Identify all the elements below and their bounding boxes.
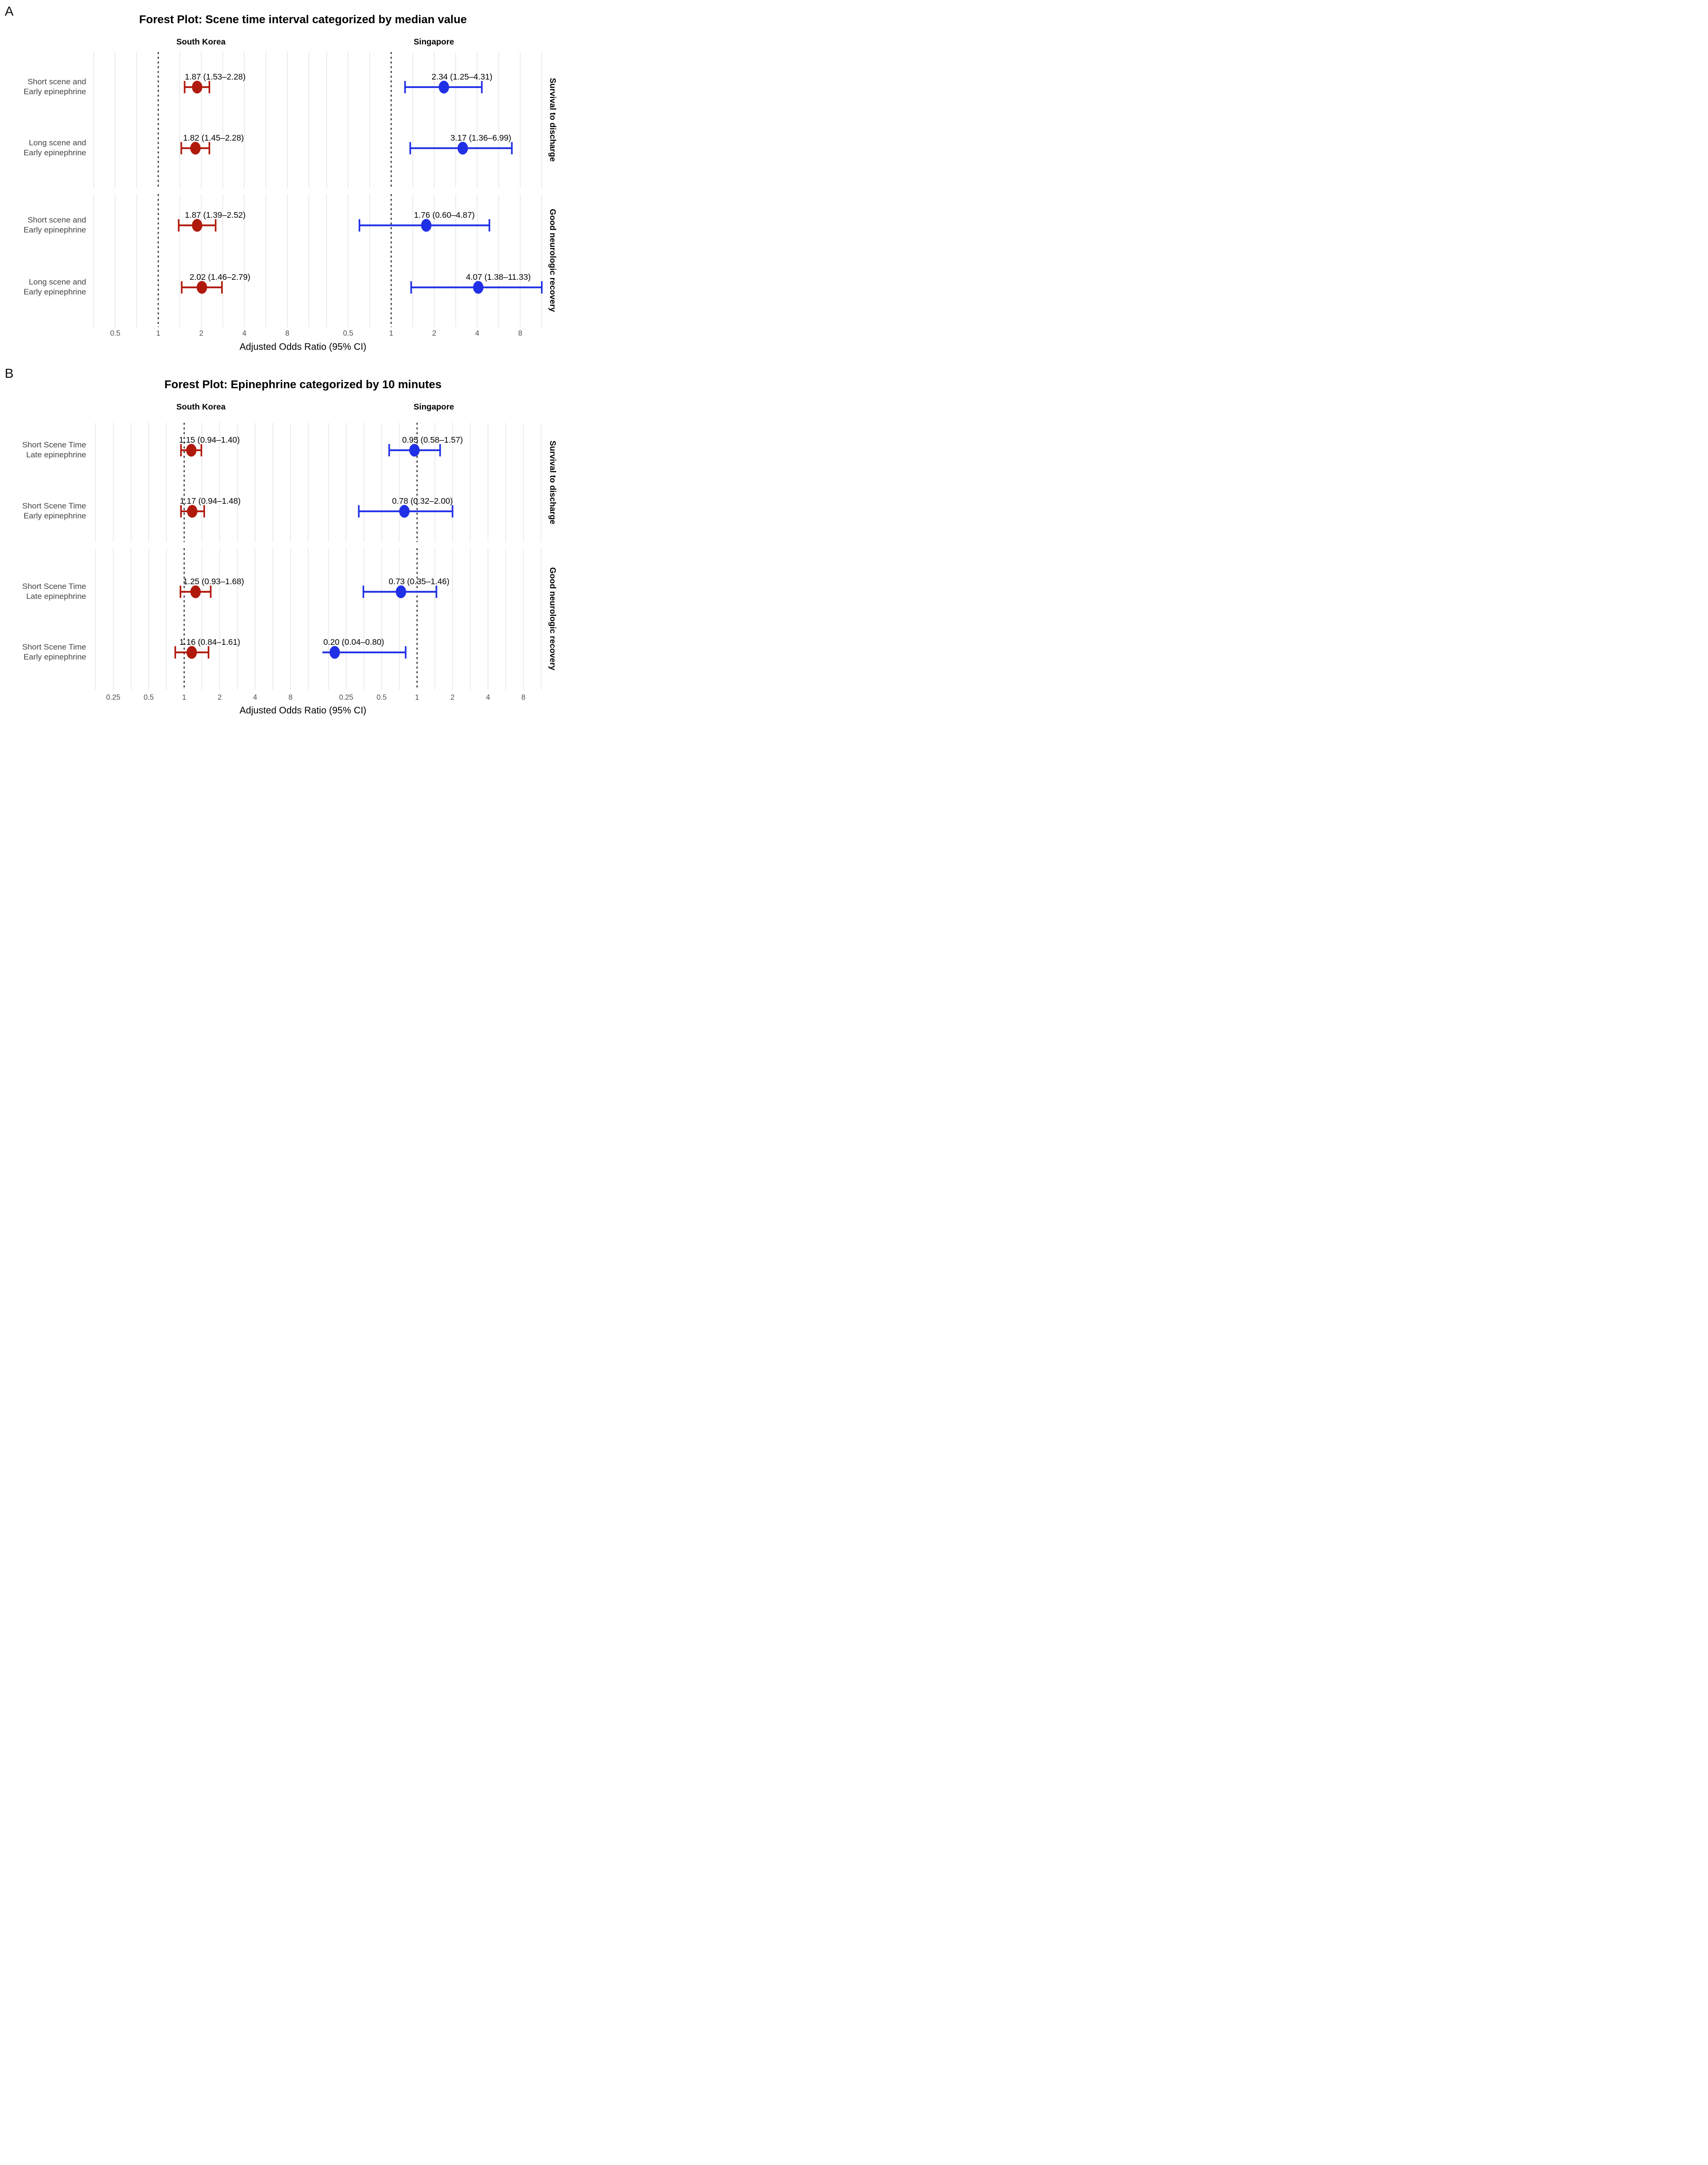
x-tick-label: 8 xyxy=(288,694,293,702)
row-label-line: Long scene and xyxy=(29,277,86,286)
x-tick-label: 2 xyxy=(217,694,222,702)
row-label-line: Long scene and xyxy=(29,138,86,147)
row-label-line: Early epinephrine xyxy=(23,652,86,661)
x-tick-label: 0.25 xyxy=(106,694,121,702)
odds-ratio-point xyxy=(458,142,468,155)
estimate-label: 0.78 (0.32–2.00) xyxy=(392,496,453,506)
x-tick-label: 8 xyxy=(521,694,525,702)
x-tick-label: 4 xyxy=(475,330,480,338)
x-tick-label: 1 xyxy=(156,330,160,338)
x-tick-label: 1 xyxy=(389,330,393,338)
x-tick-label: 0.5 xyxy=(376,694,387,702)
row-label-line: Short Scene Time xyxy=(22,642,86,651)
x-tick-label: 1 xyxy=(415,694,419,702)
row-label xyxy=(0,277,86,297)
row-label xyxy=(0,138,86,158)
estimate-label: 1.82 (1.45–2.28) xyxy=(183,133,244,143)
x-tick-label: 8 xyxy=(518,330,523,338)
panel-b-facet-header-south-korea: South Korea xyxy=(176,402,226,411)
forest-plot-figure xyxy=(0,0,569,722)
estimate-label: 0.95 (0.58–1.57) xyxy=(402,435,463,445)
odds-ratio-point xyxy=(197,281,207,294)
x-tick-label: 2 xyxy=(432,330,436,338)
row-label xyxy=(0,440,86,460)
odds-ratio-point xyxy=(399,505,409,518)
row-label-line: Short scene and xyxy=(27,77,86,86)
panel-b-strip-survival-to-discharge: Survival to discharge xyxy=(548,440,558,525)
row-label xyxy=(0,581,86,601)
x-tick-label: 4 xyxy=(242,330,247,338)
odds-ratio-point xyxy=(190,586,201,598)
estimate-label: 3.17 (1.36–6.99) xyxy=(450,133,511,143)
odds-ratio-point xyxy=(329,646,340,659)
x-tick-label: 4 xyxy=(486,694,490,702)
x-tick-label: 2 xyxy=(199,330,204,338)
row-label-line: Short scene and xyxy=(27,215,86,224)
row-label-line: Early epinephrine xyxy=(23,511,86,520)
odds-ratio-point xyxy=(409,444,420,457)
row-label-line: Early epinephrine xyxy=(23,148,86,157)
x-tick-label: 0.5 xyxy=(143,694,154,702)
x-tick-label: 4 xyxy=(253,694,258,702)
odds-ratio-point xyxy=(396,586,406,598)
odds-ratio-point xyxy=(473,281,483,294)
odds-ratio-point xyxy=(192,81,202,94)
estimate-label: 1.87 (1.53–2.28) xyxy=(185,72,246,81)
odds-ratio-point xyxy=(187,505,197,518)
estimate-label: 1.16 (0.84–1.61) xyxy=(179,637,240,647)
estimate-label: 1.76 (0.60–4.87) xyxy=(414,210,475,220)
panel-b-title: Forest Plot: Epinephrine categorized by 10 minutes xyxy=(164,378,442,391)
row-label xyxy=(0,501,86,521)
estimate-label: 1.17 (0.94–1.48) xyxy=(179,496,241,506)
panel-b-xaxis-title: Adjusted Odds Ratio (95% CI) xyxy=(240,705,366,716)
x-tick-label: 8 xyxy=(285,330,290,338)
odds-ratio-point xyxy=(190,142,201,155)
panel-a-facet-header-singapore: Singapore xyxy=(413,37,454,46)
row-label-line: Short Scene Time xyxy=(22,501,86,510)
x-tick-label: 0.25 xyxy=(339,694,354,702)
plot-canvas xyxy=(0,0,569,722)
x-tick-label: 1 xyxy=(182,694,187,702)
panel-b-facet-header-singapore: Singapore xyxy=(413,402,454,411)
x-tick-label: 2 xyxy=(450,694,455,702)
panel-b-letter: B xyxy=(5,366,14,381)
row-label-line: Late epinephrine xyxy=(26,450,86,459)
row-label-line: Late epinephrine xyxy=(26,592,86,601)
x-tick-label: 0.5 xyxy=(343,330,354,338)
row-label xyxy=(0,77,86,97)
odds-ratio-point xyxy=(186,444,196,457)
estimate-label: 0.20 (0.04–0.80) xyxy=(323,637,384,647)
row-label xyxy=(0,642,86,662)
odds-ratio-point xyxy=(421,219,431,232)
odds-ratio-point xyxy=(187,646,197,659)
estimate-label: 2.34 (1.25–4.31) xyxy=(431,72,493,81)
panel-a-xaxis-title: Adjusted Odds Ratio (95% CI) xyxy=(240,342,366,352)
estimate-label: 0.73 (0.35–1.46) xyxy=(388,577,450,586)
panel-a-title: Forest Plot: Scene time interval categorized by median value xyxy=(139,13,467,26)
row-label-line: Early epinephrine xyxy=(23,287,86,296)
panel-a-strip-survival-to-discharge: Survival to discharge xyxy=(548,78,558,162)
row-label-line: Short Scene Time xyxy=(22,440,86,449)
estimate-label: 1.25 (0.93–1.68) xyxy=(183,577,244,586)
panel-a-facet-header-south-korea: South Korea xyxy=(176,37,226,46)
odds-ratio-point xyxy=(192,219,202,232)
panel-a-letter: A xyxy=(5,4,14,18)
estimate-label: 1.87 (1.39–2.52) xyxy=(185,210,246,220)
odds-ratio-point xyxy=(439,81,449,94)
estimate-label: 1.15 (0.94–1.40) xyxy=(179,435,240,445)
estimate-label: 4.07 (1.38–11.33) xyxy=(466,272,531,282)
row-label-line: Early epinephrine xyxy=(23,87,86,96)
row-label xyxy=(0,215,86,235)
panel-a-strip-good-neurologic-recovery: Good neurologic recovery xyxy=(548,209,558,312)
estimate-label: 2.02 (1.46–2.79) xyxy=(189,272,250,282)
row-label-line: Short Scene Time xyxy=(22,582,86,591)
row-label-line: Early epinephrine xyxy=(23,225,86,234)
x-tick-label: 0.5 xyxy=(110,330,121,338)
panel-b-strip-good-neurologic-recovery: Good neurologic recovery xyxy=(548,567,558,670)
